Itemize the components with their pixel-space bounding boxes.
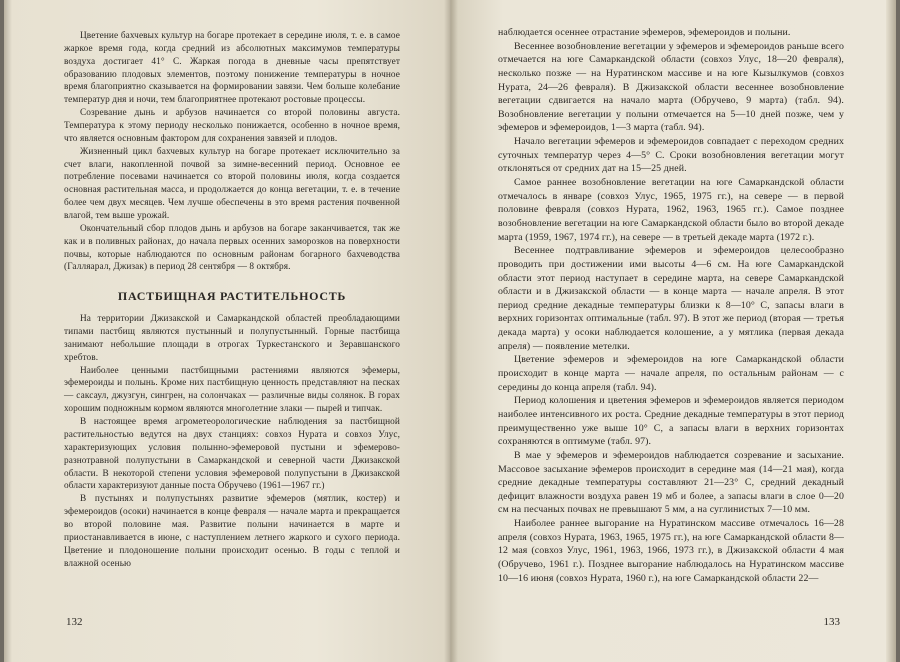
left-page xyxy=(4,0,450,662)
paragraph: Период колошения и цветения эфемеров и эфемероидов является периодом наиболее интенсивного их роста. Средние декадные температуры в этот период преимущественно уже выше 10° С, а запасы влаги в верхних горизонтах сохраняются в оптимуме (табл. 97). xyxy=(498,395,844,448)
right-text-column xyxy=(498,26,844,585)
paragraph: В пустынях и полупустынях развитие эфемеров (мятлик, костер) и эфемероидов (осоки) начинается в конце февраля — начале марта и прекращается во второй половине мая. Развитие полыни начинается в марте и приостанавливается в июне, с наступлением летнего жаркого и сухого периода. Цветение и плодоношение полыни происходит осенью. В годы с теплой и влажной осенью xyxy=(64,494,400,569)
section-heading: ПАСТБИЩНАЯ РАСТИТЕЛЬНОСТЬ xyxy=(117,289,347,304)
right-page xyxy=(450,0,896,662)
paragraph-continued: наблюдается осеннее отрастание эфемеров, эфемероидов и полыни. xyxy=(498,27,791,38)
paragraph: Весеннее возобновление вегетации у эфемеров и эфемероидов раньше всего отмечается на юге Самаркандской области (совхоз Улус, 18—20 февраля), несколько позже — на Нуратинском массиве и на юге Кызылкумов (совхоз Нурата, 24—26 февраля). В Джизакской области весеннее возобновление вегетации сдвигается на начало марта (Обручево, 9 марта) (табл. 94). Возобновление вегетации у полыни отмечается на 5—10 дней позже, чем у эфемеров и эфемероидов, 1—3 марта (табл. 94). xyxy=(498,40,844,134)
page-number-left: 132 xyxy=(66,616,83,628)
paragraph: Цветение бахчевых культур на богаре протекает в середине июля, т. е. в самое жаркое время года, когда средний из абсолютных максимумов температуры воздуха достигает 41° С. Жаркая погода в дневные часы препятствует образованию плодовых элементов, поэтому понижение температуры в ночное время благоприятно сказывается на формировании завязи. Чем больше колебание температур дня и ночи, тем благоприятнее протекают ростовые процессы. xyxy=(64,31,400,106)
paragraph: В настоящее время агрометеорологические наблюдения за пастбищной растительностью ведутся на двух станциях: совхоз Нурата и совхоз Улус, характеризующих условия полынно-эфемеровой пустыни и эфемерово-разнотравной полупустыни в Самаркандской и северной части Джизакской области. В некоторой степени условия эфемеровой полупустыни в Джизакской области характеризуют данные поста Обручево (1961—1967 гг.) xyxy=(64,417,400,492)
paragraph: Самое раннее возобновление вегетации на юге Самаркандской области отмечалось в январе (совхоз Улус, 1965, 1975 гг.), на севере — в первой половине февраля (совхоз Нурата, 1962, 1963, 1965 гг.). Самое позднее возобновление вегетации на юге Самаркандской области было во второй декаде марта (1959, 1967, 1974 гг.), на севере — в третьей декаде марта (1972 г.). xyxy=(498,177,844,243)
paragraph: Весеннее подтравливание эфемеров и эфемероидов целесообразно проводить при достижении ими высоты 4—6 см. На юге Самаркандской области этот период наступает в середине марта, на севере Самаркандской области и в Джизакской области — в конце марта — начале апреля. В этот период средние декадные температуры близки к 8—10° С, запасы влаги в верхних горизонтах оптимальные (табл. 97). В этот же период (вторая — третья декада марта) у осоки наблюдается колошение, а у мятлика (первая декада апреля) — появление метелки. xyxy=(498,245,844,352)
page-edge-left xyxy=(4,0,12,662)
paragraph: На территории Джизакской и Самаркандской областей преобладающими типами пастбищ являются пустынный и полупустынный. Горные пастбища занимают небольшие площади в отрогах Туркестанского и Зеравшанского хребтов. xyxy=(64,314,400,363)
paragraph: Начало вегетации эфемеров и эфемероидов совпадает с переходом средних суточных температур через 4—5° С. Сроки возобновления вегетации могут отклоняться от средних дат на 15—25 дней. xyxy=(498,136,844,175)
paragraph: Жизненный цикл бахчевых культур на богаре протекает исключительно за счет влаги, накопленной почвой за зимне-весенний период. Основное ее потребление посевами начинается со второй половины июля, когда создается основная растительная масса, и продолжается до конца вегетации, т. е. в течение более чем двух месяцев. Чем лучше обеспечены в это время растения почвенной влагой, тем выше урожай. xyxy=(64,146,400,222)
page-edge-right xyxy=(886,0,896,662)
paragraph: В мае у эфемеров и эфемероидов наблюдается созревание и засыхание. Массовое засыхание эфемеров происходит в середине мая (14—21 мая), когда средние декадные температуры составляют 21—23° С, средний декадный дефицит влажности воздуха равен 19 мб и более, а запасы влаги в слое 0—20 см на песчаных почвах не превышают 5 мм, а на суглинистых 7—10 мм. xyxy=(498,449,844,516)
paragraph: Наиболее ценными пастбищными растениями являются эфемеры, эфемероиды и полынь. Кроме них пастбищную ценность представляют на песках — саксаул, джузгун, сингрен, на солончаках — различные виды солянок. В горах хорошим подножным кормом являются многолетние злаки — пырей и типчак. xyxy=(64,365,400,415)
paragraph: Окончательный сбор плодов дынь и арбузов на богаре заканчивается, так же как и в поливных районах, до начала первых осенних заморозков на поверхности почвы, которые наблюдаются по основным районам богарного бахчеводства (Галляарал, Джизак) в период 28 сентября — 8 октября. xyxy=(64,223,400,273)
page-number-right: 133 xyxy=(823,616,840,628)
paragraph: Созревание дынь и арбузов начинается со второй половины августа. Температура к этому периоду несколько понижается, особенно в ночное время, что является основным фактором для сохранения завязей и плодов. xyxy=(64,108,400,144)
left-text-column xyxy=(64,30,400,570)
book-gutter xyxy=(444,0,458,662)
book-spread xyxy=(4,0,896,662)
paragraph: Цветение эфемеров и эфемероидов на юге Самаркандской области происходит в конце марта — начале апреля, по остальным районам — с середины до конца апреля (табл. 94). xyxy=(498,354,844,393)
paragraph: Наиболее раннее выгорание на Нуратинском массиве отмечалось 16—28 апреля (совхоз Нурата, 1963, 1965, 1975 гг.), на юге Самаркандской области 8—12 мая (совхоз Улус, 1961, 1963, 1966, 1973 гг.), в Джизакской области 4 мая (Обручево, 1961 г.). Позднее выгорание наблюдалось на Нуратинском массиве 10—16 июня (совхоз Нурата, 1960 г.), на юге Самаркандской области 22— xyxy=(498,518,844,584)
